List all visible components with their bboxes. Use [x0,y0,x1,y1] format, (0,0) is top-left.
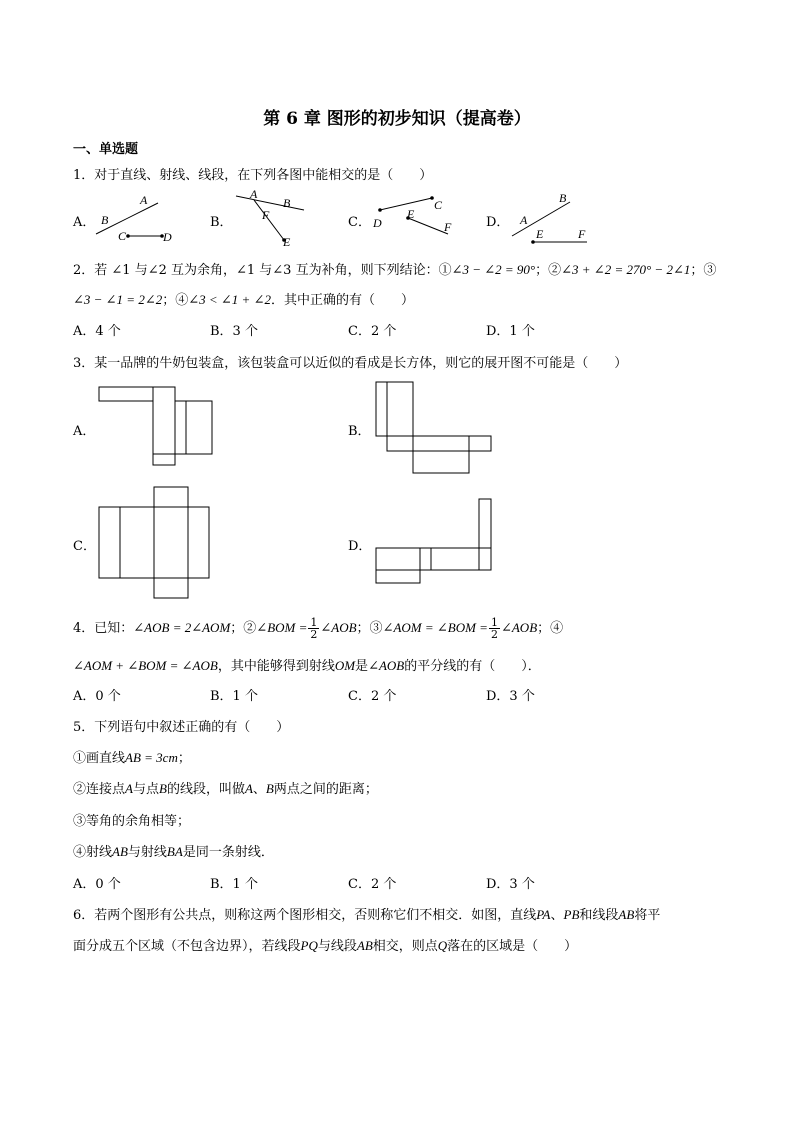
q5-statement-2: ②连接点A与点B的线段，叫做A、B两点之间的距离； [73,781,378,797]
q5-option-d: D．3 个 [486,877,535,892]
q1d-label: E [536,227,544,241]
q1-option-c: C． [348,215,371,230]
q1c-label: D [373,216,382,230]
q3-option-c: C． [73,539,96,554]
q4-option-c: C．2 个 [348,689,397,704]
question-2-line2: ∠3 − ∠1 = 2∠2；④∠3 < ∠1 + ∠2．其中正确的有（ ） [73,292,414,308]
q4-option-b: B．1 个 [210,689,258,704]
question-5-stem: 5．下列语句中叙述正确的有（ ） [73,720,290,735]
question-6-line2: 面分成五个区域（不包含边界），若线段PQ与线段AB相交，则点Q落在的区域是（ ） [73,938,578,954]
q1-option-b: B． [210,215,233,230]
q3-option-b: B． [348,424,371,439]
q3-option-a: A． [73,424,96,439]
question-1-stem: 1．对于直线、射线、线段，在下列各图中能相交的是（ ） [73,168,433,183]
q1d-label: A [520,213,528,227]
q2-option-c: C．2 个 [348,324,397,339]
q1b-label: B [283,196,291,210]
q1a-label: D [163,230,172,244]
q4-option-a: A．0 个 [73,689,121,704]
fraction-one-half: $\frac{1}{2}$ [310,616,318,641]
q2-option-b: B．3 个 [210,324,258,339]
page-title: 第 6 章 图形的初步知识（提高卷） [263,109,531,129]
question-4-line2: ∠AOM + ∠BOM = ∠AOB，其中能够得到射线OM是∠AOB的平分线的有（ ）． [73,658,541,674]
question-4-line1: 4．已知：∠AOB = 2∠AOM；②∠BOM = $\frac{1}{2}$ ∠AOB；③∠AOM = ∠BOM = $\frac{1}{2}$ ∠AOB；④ [73,616,564,641]
question-2-line1: 2．若 ∠1 与∠2 互为余角，∠1 与∠3 互为补角，则下列结论：①∠3 − ∠2 = 90°；②∠3 + ∠2 = 270° − 2∠1；③ [73,262,717,278]
q1-option-d: D． [486,215,510,230]
fraction-one-half: $\frac{1}{2}$ [490,616,498,641]
q1a-label: B [101,213,109,227]
q1d-label: F [578,227,586,241]
q1c-label: F [444,220,452,234]
q1d-label: B [559,191,567,205]
q1b-label: E [283,235,291,249]
question-6-line1: 6．若两个图形有公共点，则称这两个图形相交，否则称它们不相交．如图，直线PA、PB和线段AB将平 [73,907,661,923]
q1b-label: F [262,208,270,222]
q5-statement-4: ④射线AB与射线BA是同一条射线． [73,844,274,860]
q1a-label: C [118,229,127,243]
q2-option-d: D．1 个 [486,324,535,339]
q1c-label: C [434,198,443,212]
section-heading: 一、单选题 [73,142,139,157]
q5-option-a: A．0 个 [73,877,121,892]
q1-option-a: A． [73,215,96,230]
q2-option-a: A．4 个 [73,324,121,339]
q5-statement-3: ③等角的余角相等； [73,814,191,829]
question-3-stem: 3．某一品牌的牛奶包装盒，该包装盒可以近似的看成是长方体，则它的展开图不可能是（ ） [73,356,628,371]
q4-option-d: D．3 个 [486,689,535,704]
q5-option-c: C．2 个 [348,877,397,892]
q1a-label: A [140,193,148,207]
q3-option-d: D． [348,539,372,554]
q1c-label: E [407,207,415,221]
q5-statement-1: ①画直线AB = 3cm； [73,750,191,766]
q5-option-b: B．1 个 [210,877,258,892]
q1b-label: A [250,187,258,201]
